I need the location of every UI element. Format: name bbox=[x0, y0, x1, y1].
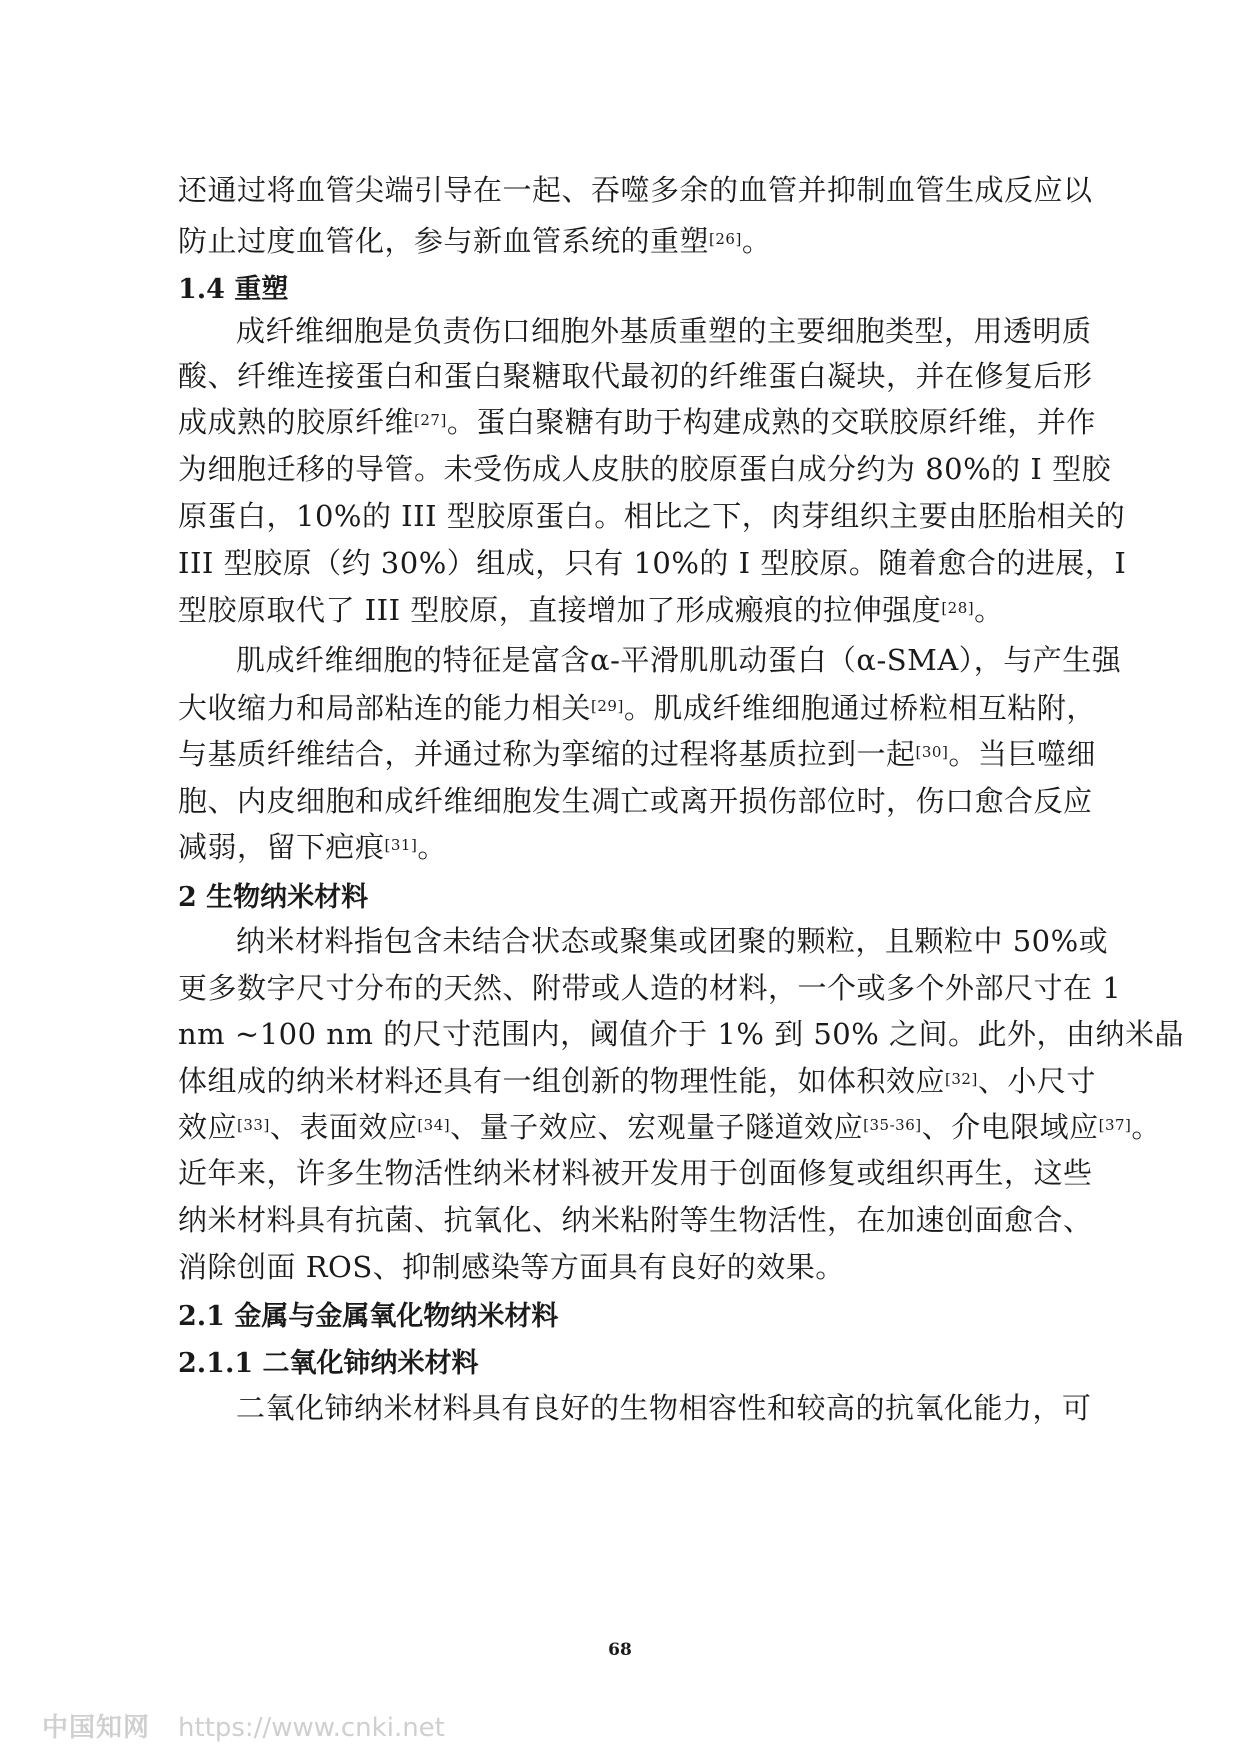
body-line: 体组成的纳米材料还具有一组创新的物理性能，如体积效应[32]、小尺寸 bbox=[178, 1064, 1096, 1098]
body-line: 胞、内皮细胞和成纤维细胞发生凋亡或离开损伤部位时，伤口愈合反应 bbox=[178, 784, 1093, 818]
body-line: 防止过度血管化，参与新血管系统的重塑[26]。 bbox=[178, 224, 772, 258]
citation-ref: [33] bbox=[237, 1116, 270, 1134]
citation-ref: [26] bbox=[709, 230, 742, 248]
body-line: 成纤维细胞是负责伤口细胞外基质重塑的主要细胞类型，用透明质 bbox=[236, 314, 1092, 348]
body-line: 消除创面 ROS、抑制感染等方面具有良好的效果。 bbox=[178, 1250, 845, 1284]
subsection-heading: 2.1.1 二氧化铈纳米材料 bbox=[178, 1348, 479, 1379]
citation-ref: [30] bbox=[915, 743, 949, 761]
body-line: 为细胞迁移的导管。未受伤成人皮肤的胶原蛋白成分约为 80%的 I 型胶 bbox=[178, 452, 1112, 486]
citation-ref: [28] bbox=[941, 599, 975, 617]
body-line: 更多数字尺寸分布的天然、附带或人造的材料，一个或多个外部尺寸在 1 bbox=[178, 971, 1122, 1005]
body-line: 与基质纤维结合，并通过称为挛缩的过程将基质拉到一起[30]。当巨噬细 bbox=[178, 737, 1096, 771]
watermark-url: https://www.cnki.net bbox=[178, 1713, 445, 1743]
body-line: 酸、纤维连接蛋白和蛋白聚糖取代最初的纤维蛋白凝块，并在修复后形 bbox=[178, 359, 1093, 393]
section-heading: 2.1 金属与金属氧化物纳米材料 bbox=[178, 1301, 559, 1332]
citation-ref: [31] bbox=[384, 836, 418, 854]
body-line: 肌成纤维细胞的特征是富含α-平滑肌肌动蛋白（α-SMA），与产生强 bbox=[236, 643, 1122, 677]
body-line: 效应[33]、表面效应[34]、量子效应、宏观量子隧道效应[35-36]、介电限域应[37]。 bbox=[178, 1110, 1161, 1144]
watermark-brand: 中国知网 bbox=[42, 1713, 151, 1743]
body-line: 二氧化铈纳米材料具有良好的生物相容性和较高的抗氧化能力，可 bbox=[236, 1391, 1092, 1425]
citation-ref: [34] bbox=[417, 1116, 451, 1134]
body-line: 还通过将血管尖端引导在一起、吞噬多余的血管并抑制血管生成反应以 bbox=[178, 173, 1093, 207]
body-line: 成成熟的胶原纤维[27]。蛋白聚糖有助于构建成熟的交联胶原纤维，并作 bbox=[178, 405, 1096, 439]
body-line: 大收缩力和局部粘连的能力相关[29]。肌成纤维细胞通过桥粒相互粘附， bbox=[178, 691, 1096, 725]
citation-ref: [29] bbox=[591, 697, 624, 715]
watermark bbox=[42, 1707, 445, 1744]
citation-ref: [27] bbox=[414, 411, 447, 429]
body-line: 原蛋白，10%的 III 型胶原蛋白。相比之下，肉芽组织主要由胚胎相关的 bbox=[178, 499, 1126, 533]
citation-ref: [35-36] bbox=[863, 1116, 922, 1134]
body-line: 型胶原取代了 III 型胶原，直接增加了形成瘢痕的拉伸强度[28]。 bbox=[178, 593, 1004, 627]
page-number: 68 bbox=[608, 1640, 632, 1660]
citation-ref: [32] bbox=[945, 1070, 978, 1088]
body-line: nm ~100 nm 的尺寸范围内，阈值介于 1% 到 50% 之间。此外，由纳米晶 bbox=[178, 1017, 1184, 1051]
body-line: 纳米材料指包含未结合状态或聚集或团聚的颗粒，且颗粒中 50%或 bbox=[236, 924, 1109, 958]
section-heading: 2 生物纳米材料 bbox=[178, 882, 369, 913]
body-line: III 型胶原（约 30%）组成，只有 10%的 I 型胶原。随着愈合的进展，I bbox=[178, 546, 1127, 580]
citation-ref: [37] bbox=[1098, 1116, 1132, 1134]
section-heading: 1.4 重塑 bbox=[178, 274, 289, 305]
body-line: 近年来，许多生物活性纳米材料被开发用于创面修复或组织再生，这些 bbox=[178, 1156, 1093, 1190]
body-line: 纳米材料具有抗菌、抗氧化、纳米粘附等生物活性，在加速创面愈合、 bbox=[178, 1203, 1093, 1237]
body-line: 减弱，留下疤痕[31]。 bbox=[178, 830, 447, 864]
